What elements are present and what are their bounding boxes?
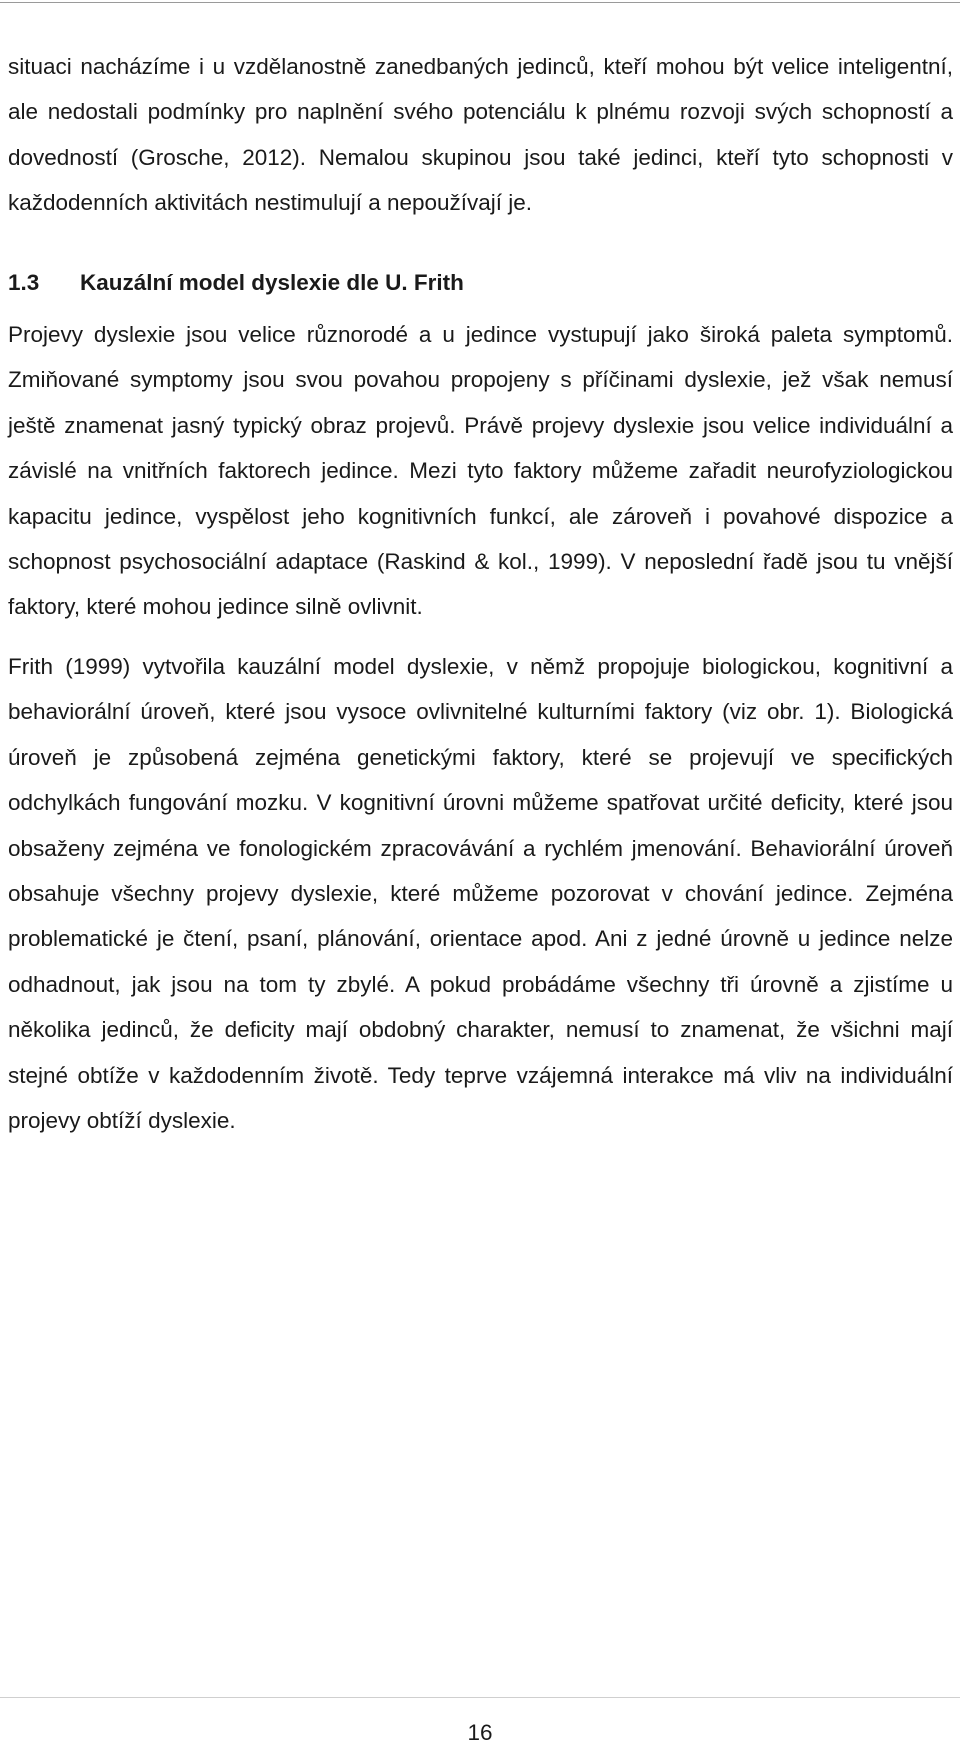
section-number: 1.3 [8,269,40,295]
body-paragraph-1: Projevy dyslexie jsou velice různorodé a u jedince vystupují jako široká paleta symptomů. Zmiňované symptomy jsou svou povahou propojeny s příčinami dyslexie, jež však nemusí ještě znamenat jasný typický obraz projevů. Právě projevy dyslexie jsou velice individuální a závislé na vnitřních faktorech jedince. Mezi tyto faktory můžeme zařadit neurofyziologickou kapacitu jedince, vyspělost jeho kognitivních funkcí, ale zároveň i povahové dispozice a schopnost psychosociální adaptace (Raskind & kol., 1999). V neposlední řadě jsou tu vnější faktory, které mohou jedince silně ovlivnit. [8,322,953,620]
intro-paragraph: situaci nacházíme i u vzdělanostně zanedbaných jedinců, kteří mohou být velice inteligentní, ale nedostali podmínky pro naplnění svého potenciálu k plnému rozvoji svých schopností a dovedností (Grosche, 2012). Nemalou skupinou jsou také jedinci, kteří tyto schopnosti v každodenních aktivitách nestimulují a nepoužívají je. [8,54,953,216]
section-heading [8,260,953,305]
page-number: 16 [467,1720,493,1745]
document-page [8,44,953,1143]
body-paragraph-2: Frith (1999) vytvořila kauzální model dyslexie, v němž propojuje biologickou, kognitivní a behaviorální úroveň, které jsou vysoce ovlivnitelné kulturními faktory (viz obr. 1). Biologická úroveň je způsobená zejména genetickými faktory, které se projevují ve specifických odchylkách fungování mozku. V kognitivní úrovni můžeme spatřovat určité deficity, které jsou obsaženy zejména ve fonologickém zpracovávání a rychlém jmenování. Behaviorální úroveň obsahuje všechny projevy dyslexie, které můžeme pozorovat v chování jedince. Zejména problematické je čtení, psaní, plánování, orientace apod. Ani z jedné úrovně u jedince nelze odhadnout, jak jsou na tom ty zbylé. A pokud probádáme všechny tři úrovně a zjistíme u několika jedinců, že deficity mají obdobný charakter, nemusí to znamenat, že všichni mají stejné obtíže v každodenním životě. Tedy teprve vzájemná interakce má vliv na individuální projevy obtíží dyslexie. [8,653,953,1133]
top-rule [0,2,960,3]
section-title: Kauzální model dyslexie dle U. Frith [80,269,464,295]
footer-rule [0,1697,960,1698]
